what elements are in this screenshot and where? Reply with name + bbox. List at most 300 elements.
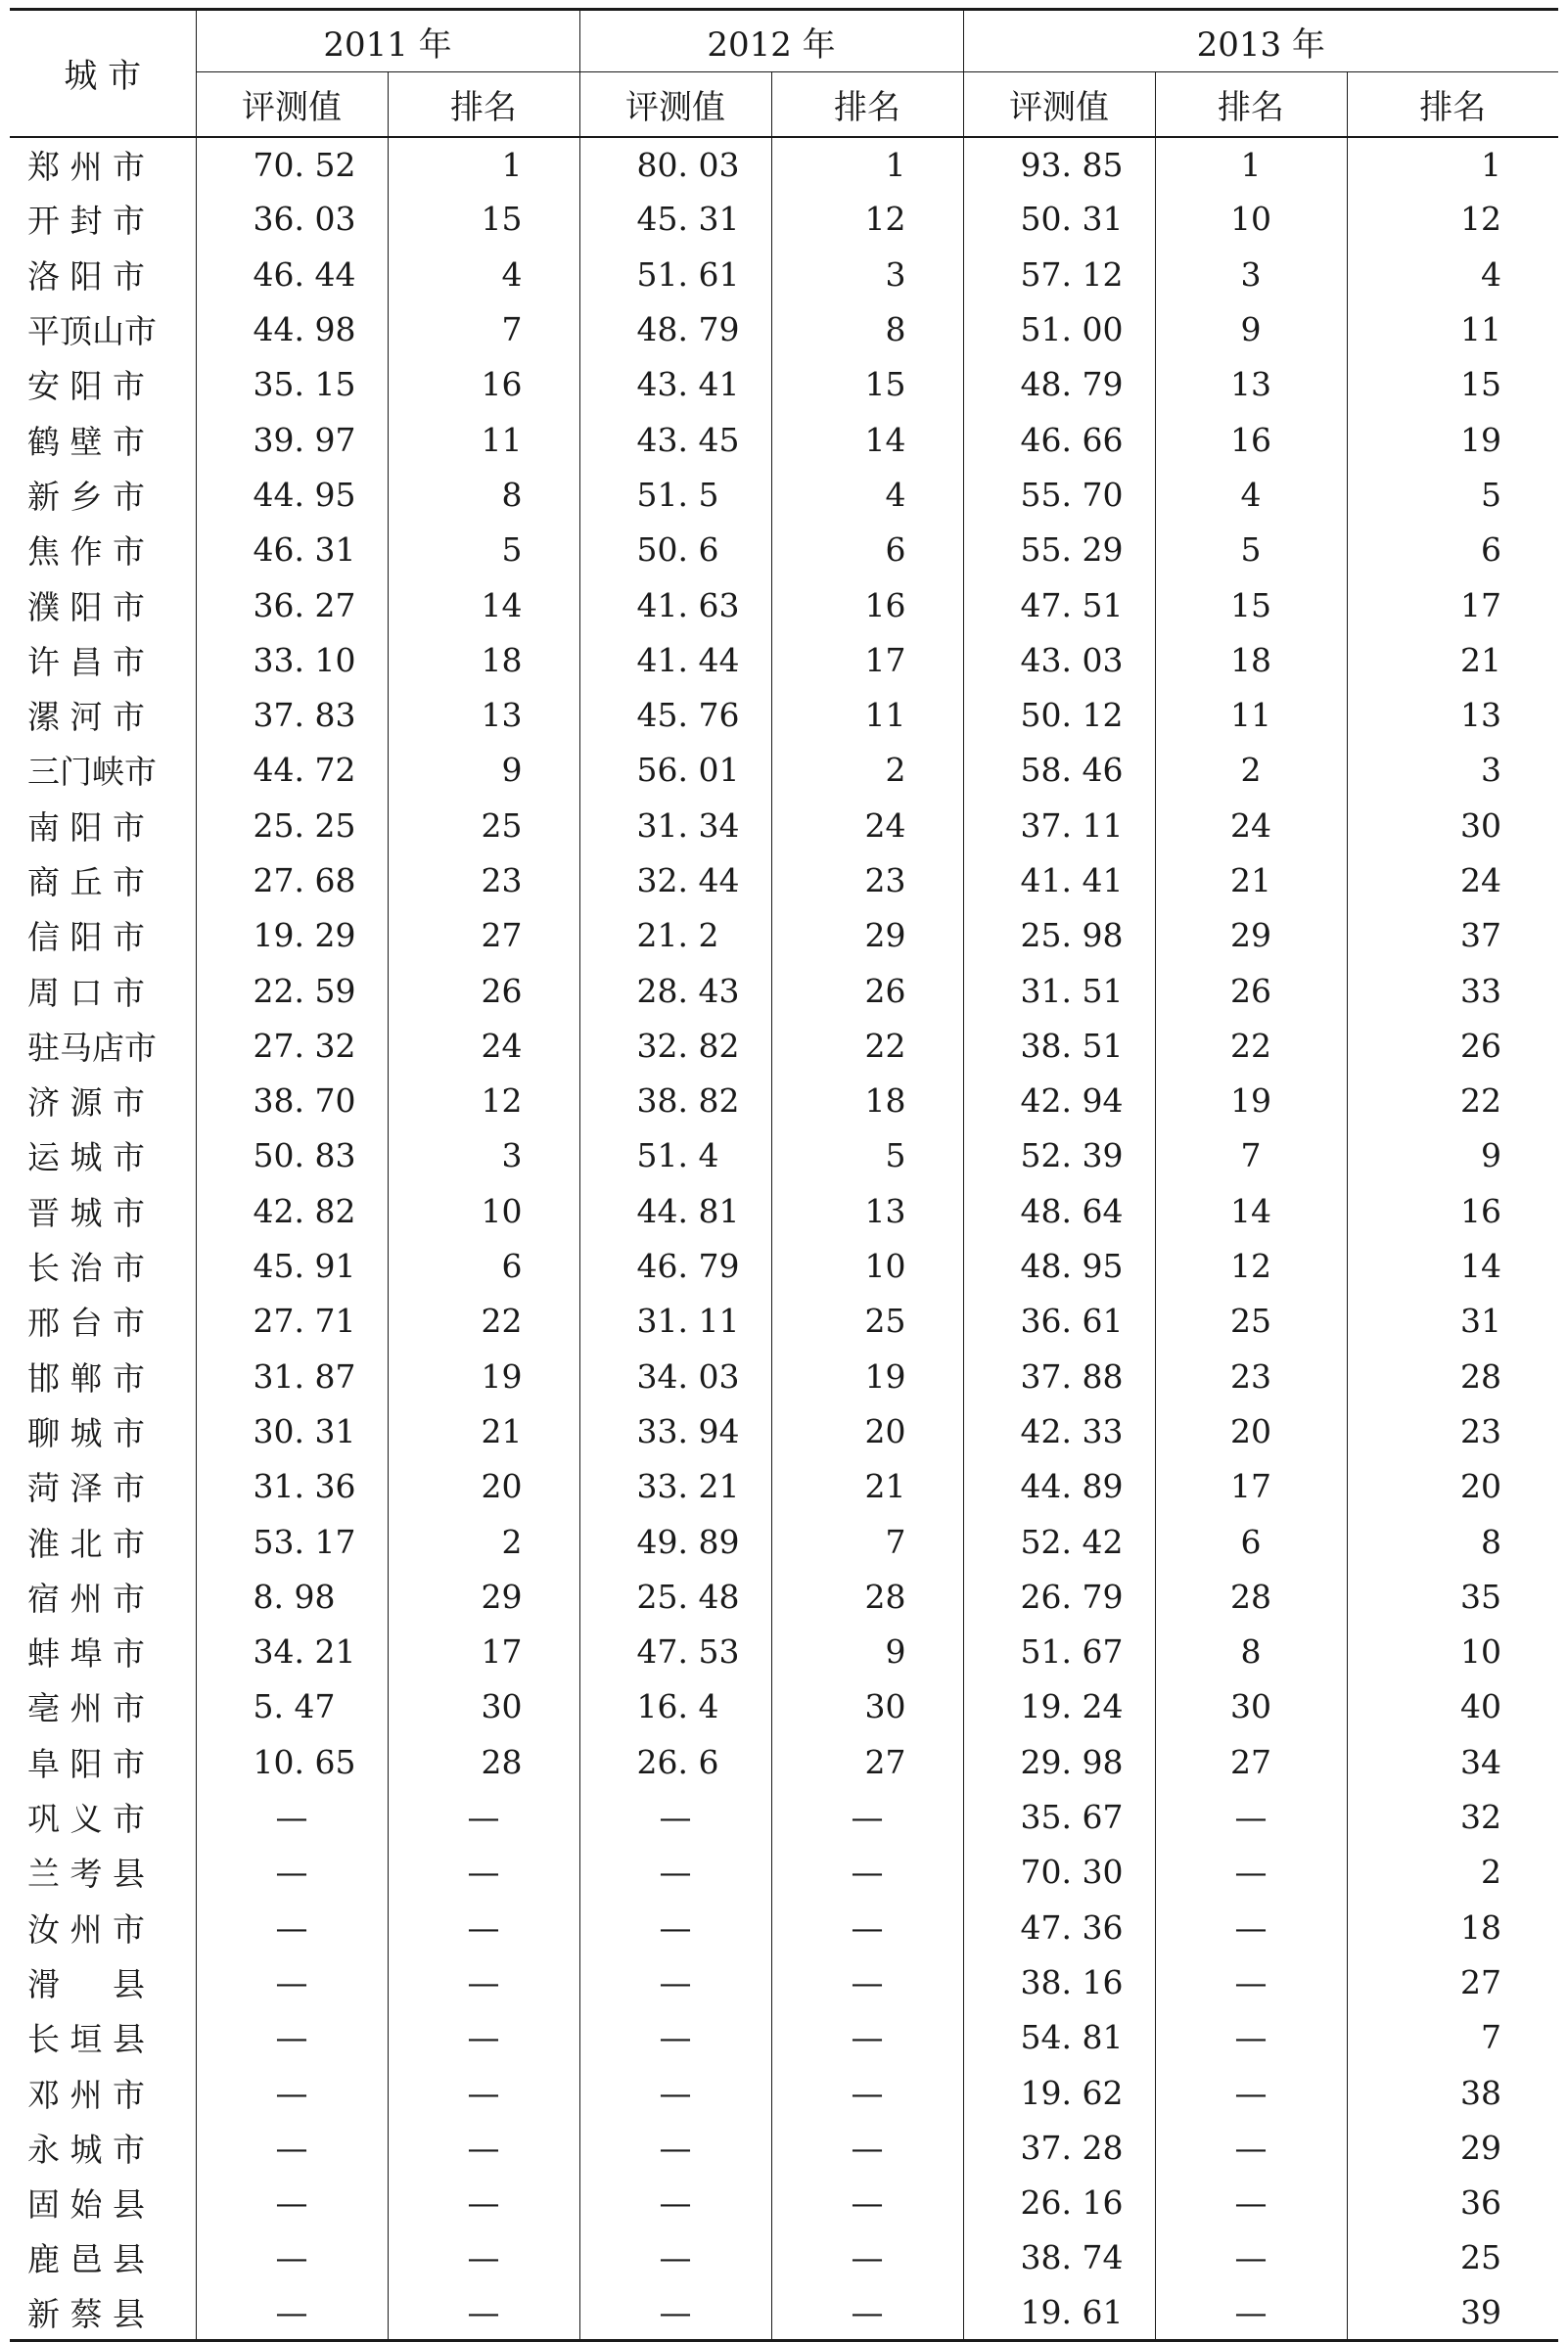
empty-value-cell: —: [579, 2010, 771, 2065]
empty-value-cell: —: [1155, 2120, 1347, 2175]
table-row: [10, 2175, 1558, 2229]
sub-header-rank: 排名: [1155, 72, 1347, 137]
empty-value-cell: —: [771, 2120, 963, 2175]
empty-value-cell: —: [196, 1954, 388, 2009]
empty-value-cell: —: [388, 1900, 579, 1954]
rank-cell: 16: [388, 357, 579, 412]
rank-cell: 21: [1155, 852, 1347, 907]
empty-value-cell: —: [1155, 2230, 1347, 2285]
score-cell: 39. 97: [196, 412, 388, 467]
city-name-cell: 鹿 邑 县: [27, 2240, 145, 2279]
score-cell: 43. 45: [579, 412, 771, 467]
score-cell: 50. 12: [963, 687, 1155, 742]
score-cell: 31. 36: [196, 1459, 388, 1514]
rank-cell: 24: [771, 798, 963, 852]
score-cell: 8. 98: [196, 1569, 388, 1624]
year-header-2013: 2013 年: [963, 10, 1558, 72]
table-row: [10, 1128, 1558, 1183]
rank-cell: 4: [1155, 467, 1347, 522]
score-cell: 42. 82: [196, 1183, 388, 1238]
score-cell: 48. 79: [963, 357, 1155, 412]
empty-value-cell: —: [771, 2285, 963, 2340]
rank-cell: 12: [1155, 1238, 1347, 1293]
rank-cell: 15: [1155, 577, 1347, 632]
score-cell: 32. 82: [579, 1018, 771, 1073]
sub-header-rank: 排名: [771, 72, 963, 137]
empty-value-cell: —: [1155, 1845, 1347, 1900]
empty-value-cell: —: [196, 2065, 388, 2120]
empty-value-cell: —: [579, 1954, 771, 2009]
rank-cell: 5: [1347, 467, 1558, 522]
score-cell: 33. 21: [579, 1459, 771, 1514]
table-row: [10, 1625, 1558, 1679]
rank-cell: 1: [1347, 137, 1558, 192]
table-row: [10, 412, 1558, 467]
rank-cell: 29: [1155, 908, 1347, 963]
rank-cell: 18: [1347, 1900, 1558, 1954]
rank-cell: 12: [388, 1074, 579, 1128]
city-name-cell: 巩 义 市: [27, 1800, 145, 1839]
rank-cell: 10: [1155, 192, 1347, 247]
city-name-cell: 开 封 市: [27, 202, 145, 241]
score-cell: 47. 36: [963, 1900, 1155, 1954]
rank-cell: 8: [1155, 1625, 1347, 1679]
rank-cell: 40: [1347, 1679, 1558, 1734]
rank-cell: 18: [771, 1074, 963, 1128]
rank-cell: 20: [1155, 1403, 1347, 1458]
rank-cell: 9: [771, 1625, 963, 1679]
table-row: [10, 2230, 1558, 2285]
city-name-cell: 邓 州 市: [27, 2075, 145, 2114]
score-cell: 52. 39: [963, 1128, 1155, 1183]
score-cell: 32. 44: [579, 852, 771, 907]
score-cell: 19. 62: [963, 2065, 1155, 2120]
empty-value-cell: —: [579, 1845, 771, 1900]
rank-cell: 36: [1347, 2175, 1558, 2229]
rank-cell: 26: [771, 963, 963, 1018]
rank-cell: 26: [1347, 1018, 1558, 1073]
rank-cell: 23: [1155, 1349, 1347, 1403]
table-row: [10, 523, 1558, 577]
rank-cell: 25: [1347, 2230, 1558, 2285]
score-cell: 37. 11: [963, 798, 1155, 852]
city-name-cell: 菏 泽 市: [27, 1469, 145, 1508]
rank-cell: 17: [1155, 1459, 1347, 1514]
rank-cell: 34: [1347, 1734, 1558, 1789]
rank-cell: 30: [1347, 798, 1558, 852]
score-cell: 34. 21: [196, 1625, 388, 1679]
rank-cell: 37: [1347, 908, 1558, 963]
empty-value-cell: —: [579, 2230, 771, 2285]
rank-cell: 14: [1347, 1238, 1558, 1293]
table-row: [10, 2010, 1558, 2065]
score-cell: 33. 94: [579, 1403, 771, 1458]
rank-cell: 30: [771, 1679, 963, 1734]
table-row: [10, 2120, 1558, 2175]
empty-value-cell: —: [1155, 2010, 1347, 2065]
empty-value-cell: —: [1155, 2175, 1347, 2229]
rank-cell: 28: [388, 1734, 579, 1789]
rank-cell: 27: [1155, 1734, 1347, 1789]
empty-value-cell: —: [579, 2065, 771, 2120]
city-name-cell: 焦 作 市: [27, 532, 145, 572]
score-cell: 41. 41: [963, 852, 1155, 907]
score-cell: 31. 34: [579, 798, 771, 852]
score-cell: 48. 79: [579, 301, 771, 356]
score-cell: 43. 41: [579, 357, 771, 412]
score-cell: 29. 98: [963, 1734, 1155, 1789]
empty-value-cell: —: [579, 2175, 771, 2229]
score-cell: 37. 83: [196, 687, 388, 742]
score-cell: 50. 6: [579, 523, 771, 577]
rank-cell: 9: [1347, 1128, 1558, 1183]
table-row: [10, 1349, 1558, 1403]
rank-cell: 18: [1155, 632, 1347, 687]
score-cell: 19. 24: [963, 1679, 1155, 1734]
score-cell: 10. 65: [196, 1734, 388, 1789]
rank-cell: 12: [1347, 192, 1558, 247]
rank-cell: 33: [1347, 963, 1558, 1018]
rank-cell: 29: [1347, 2120, 1558, 2175]
rank-cell: 16: [1347, 1183, 1558, 1238]
score-cell: 42. 33: [963, 1403, 1155, 1458]
rank-cell: 23: [1347, 1403, 1558, 1458]
table-row: [10, 1238, 1558, 1293]
city-name-cell: 邯 郸 市: [27, 1358, 145, 1398]
rank-cell: 6: [1155, 1514, 1347, 1569]
score-cell: 48. 95: [963, 1238, 1155, 1293]
sub-header-rank: 排名: [388, 72, 579, 137]
rank-cell: 11: [771, 687, 963, 742]
city-name-cell: 郑 州 市: [27, 147, 145, 186]
rank-cell: 4: [1347, 247, 1558, 301]
rank-cell: 10: [1347, 1625, 1558, 1679]
rank-cell: 5: [1155, 523, 1347, 577]
rank-cell: 11: [388, 412, 579, 467]
empty-value-cell: —: [196, 2120, 388, 2175]
rank-cell: 15: [771, 357, 963, 412]
rank-cell: 2: [1347, 1845, 1558, 1900]
rank-cell: 2: [1155, 743, 1347, 798]
empty-value-cell: —: [1155, 1900, 1347, 1954]
city-name-cell: 新 蔡 县: [10, 2285, 196, 2340]
empty-value-cell: —: [388, 2065, 579, 2120]
rank-cell: 19: [1347, 412, 1558, 467]
rank-cell: 22: [1155, 1018, 1347, 1073]
city-name-cell: 聊 城 市: [27, 1413, 145, 1452]
empty-value-cell: —: [579, 1789, 771, 1844]
rank-cell: 3: [771, 247, 963, 301]
city-name-cell: 淮 北 市: [27, 1524, 145, 1563]
empty-value-cell: —: [196, 2285, 388, 2340]
score-cell: 27. 32: [196, 1018, 388, 1073]
score-cell: 44. 72: [196, 743, 388, 798]
table-row: [10, 577, 1558, 632]
table-row: [10, 357, 1558, 412]
table-row: [10, 1734, 1558, 1789]
score-cell: 51. 5: [579, 467, 771, 522]
city-name-cell: 濮 阳 市: [27, 587, 145, 626]
city-name-cell: 滑 县: [27, 1964, 145, 2003]
city-name-cell: 兰 考 县: [27, 1855, 145, 1894]
rank-cell: 2: [388, 1514, 579, 1569]
score-cell: 70. 52: [196, 137, 388, 192]
table-row: [10, 301, 1558, 356]
rank-cell: 6: [1347, 523, 1558, 577]
score-cell: 47. 51: [963, 577, 1155, 632]
ranking-table-container: [10, 8, 1558, 2342]
table-row: [10, 908, 1558, 963]
empty-value-cell: —: [771, 1900, 963, 1954]
score-cell: 19. 61: [963, 2285, 1155, 2340]
year-header-2012: 2012 年: [579, 10, 963, 72]
empty-value-cell: —: [771, 2230, 963, 2285]
city-name-cell: 亳 州 市: [27, 1689, 145, 1728]
rank-cell: 21: [388, 1403, 579, 1458]
score-cell: 36. 27: [196, 577, 388, 632]
table-row: [10, 137, 1558, 192]
empty-value-cell: —: [1155, 1954, 1347, 2009]
score-cell: 26. 79: [963, 1569, 1155, 1624]
rank-cell: 2: [771, 743, 963, 798]
city-name-cell: 蚌 埠 市: [27, 1634, 145, 1674]
rank-cell: 27: [771, 1734, 963, 1789]
score-cell: 51. 61: [579, 247, 771, 301]
rank-cell: 11: [1155, 687, 1347, 742]
score-cell: 36. 03: [196, 192, 388, 247]
rank-cell: 22: [388, 1294, 579, 1349]
city-name-cell: 周 口 市: [27, 973, 145, 1012]
rank-cell: 1: [771, 137, 963, 192]
rank-cell: 38: [1347, 2065, 1558, 2120]
empty-value-cell: —: [771, 2065, 963, 2120]
score-cell: 5. 47: [196, 1679, 388, 1734]
score-cell: 22. 59: [196, 963, 388, 1018]
table-row: [10, 467, 1558, 522]
sub-header-rank: 排名: [1347, 72, 1558, 137]
city-name-cell: 许 昌 市: [27, 642, 145, 681]
score-cell: 46. 79: [579, 1238, 771, 1293]
score-cell: 27. 68: [196, 852, 388, 907]
score-cell: 45. 91: [196, 1238, 388, 1293]
city-name-cell: 驻马店市: [27, 1028, 157, 1067]
sub-header-score: 评测值: [963, 72, 1155, 137]
score-cell: 38. 70: [196, 1074, 388, 1128]
score-cell: 38. 74: [963, 2230, 1155, 2285]
table-row: [10, 2065, 1558, 2120]
rank-cell: 22: [771, 1018, 963, 1073]
table-row: [10, 1074, 1558, 1128]
table-row: [10, 1569, 1558, 1624]
city-name-cell: 阜 阳 市: [27, 1744, 145, 1783]
score-cell: 27. 71: [196, 1294, 388, 1349]
rank-cell: 13: [388, 687, 579, 742]
empty-value-cell: —: [196, 2175, 388, 2229]
empty-value-cell: —: [579, 1900, 771, 1954]
table-row: [10, 1954, 1558, 2009]
empty-value-cell: —: [1155, 2285, 1347, 2340]
empty-value-cell: —: [388, 2285, 579, 2340]
city-name-cell: 邢 台 市: [27, 1304, 145, 1343]
rank-cell: 26: [388, 963, 579, 1018]
rank-cell: 3: [1347, 743, 1558, 798]
empty-value-cell: —: [388, 2175, 579, 2229]
rank-cell: 18: [388, 632, 579, 687]
empty-value-cell: —: [388, 1789, 579, 1844]
rank-cell: 13: [1347, 687, 1558, 742]
score-cell: 38. 51: [963, 1018, 1155, 1073]
rank-cell: 29: [771, 908, 963, 963]
sub-header-score: 评测值: [579, 72, 771, 137]
empty-value-cell: —: [196, 1900, 388, 1954]
table-row: [10, 798, 1558, 852]
rank-cell: 3: [388, 1128, 579, 1183]
empty-value-cell: —: [771, 2175, 963, 2229]
score-cell: 70. 30: [963, 1845, 1155, 1900]
sub-header-score: 评测值: [196, 72, 388, 137]
score-cell: 44. 95: [196, 467, 388, 522]
score-cell: 44. 89: [963, 1459, 1155, 1514]
rank-cell: 23: [388, 852, 579, 907]
score-cell: 50. 83: [196, 1128, 388, 1183]
score-cell: 31. 51: [963, 963, 1155, 1018]
score-cell: 51. 67: [963, 1625, 1155, 1679]
score-cell: 80. 03: [579, 137, 771, 192]
score-cell: 34. 03: [579, 1349, 771, 1403]
score-cell: 55. 29: [963, 523, 1155, 577]
empty-value-cell: —: [388, 2230, 579, 2285]
rank-cell: 28: [771, 1569, 963, 1624]
rank-cell: 35: [1347, 1569, 1558, 1624]
city-name-cell: 新 乡 市: [27, 477, 145, 516]
rank-cell: 8: [388, 467, 579, 522]
rank-cell: 28: [1155, 1569, 1347, 1624]
rank-cell: 32: [1347, 1789, 1558, 1844]
rank-cell: 19: [388, 1349, 579, 1403]
table-row: [10, 1459, 1558, 1514]
empty-value-cell: —: [388, 1845, 579, 1900]
score-cell: 31. 87: [196, 1349, 388, 1403]
rank-cell: 7: [771, 1514, 963, 1569]
table-row: [10, 1900, 1558, 1954]
table-row: [10, 1294, 1558, 1349]
score-cell: 36. 61: [963, 1294, 1155, 1349]
rank-cell: 25: [1155, 1294, 1347, 1349]
score-cell: 25. 25: [196, 798, 388, 852]
score-cell: 26. 16: [963, 2175, 1155, 2229]
empty-value-cell: —: [196, 1845, 388, 1900]
rank-cell: 24: [388, 1018, 579, 1073]
table-row: [10, 1845, 1558, 1900]
rank-cell: 24: [1155, 798, 1347, 852]
table-row: [10, 1679, 1558, 1734]
rank-cell: 17: [771, 632, 963, 687]
table-row: [10, 192, 1558, 247]
score-cell: 46. 31: [196, 523, 388, 577]
score-cell: 25. 98: [963, 908, 1155, 963]
city-name-cell: 长 治 市: [27, 1249, 145, 1288]
city-name-cell: 平顶山市: [27, 312, 157, 351]
rank-cell: 30: [1155, 1679, 1347, 1734]
rank-cell: 20: [1347, 1459, 1558, 1514]
rank-cell: 30: [388, 1679, 579, 1734]
empty-value-cell: —: [771, 2010, 963, 2065]
table-row: [10, 1514, 1558, 1569]
rank-cell: 21: [1347, 632, 1558, 687]
rank-cell: 4: [388, 247, 579, 301]
table-row: [10, 1403, 1558, 1458]
rank-cell: 16: [771, 577, 963, 632]
score-cell: 28. 43: [579, 963, 771, 1018]
rank-cell: 20: [388, 1459, 579, 1514]
table-row: [10, 743, 1558, 798]
empty-value-cell: —: [196, 2010, 388, 2065]
rank-cell: 14: [771, 412, 963, 467]
rank-cell: 7: [1155, 1128, 1347, 1183]
city-name-cell: 洛 阳 市: [27, 256, 145, 296]
score-cell: 25. 48: [579, 1569, 771, 1624]
rank-cell: 27: [388, 908, 579, 963]
score-cell: 37. 28: [963, 2120, 1155, 2175]
empty-value-cell: —: [771, 1954, 963, 2009]
score-cell: 56. 01: [579, 743, 771, 798]
rank-cell: 10: [771, 1238, 963, 1293]
score-cell: 51. 4: [579, 1128, 771, 1183]
rank-cell: 7: [388, 301, 579, 356]
rank-cell: 28: [1347, 1349, 1558, 1403]
score-cell: 21. 2: [579, 908, 771, 963]
score-cell: 46. 66: [963, 412, 1155, 467]
score-cell: 42. 94: [963, 1074, 1155, 1128]
table-body: [10, 137, 1558, 2341]
year-header-2011: 2011 年: [196, 10, 579, 72]
empty-value-cell: —: [1155, 2065, 1347, 2120]
table-row: [10, 852, 1558, 907]
rank-cell: 12: [771, 192, 963, 247]
rank-cell: 8: [1347, 1514, 1558, 1569]
rank-cell: 15: [388, 192, 579, 247]
empty-value-cell: —: [579, 2285, 771, 2340]
rank-cell: 22: [1347, 1074, 1558, 1128]
empty-value-cell: —: [388, 1954, 579, 2009]
rank-cell: 5: [388, 523, 579, 577]
rank-cell: 6: [771, 523, 963, 577]
rank-cell: 19: [771, 1349, 963, 1403]
table-row: [10, 687, 1558, 742]
score-cell: 41. 63: [579, 577, 771, 632]
empty-value-cell: —: [388, 2010, 579, 2065]
score-cell: 38. 82: [579, 1074, 771, 1128]
score-cell: 16. 4: [579, 1679, 771, 1734]
city-name-cell: 运 城 市: [27, 1138, 145, 1177]
score-cell: 33. 10: [196, 632, 388, 687]
table-row: [10, 1183, 1558, 1238]
score-cell: 52. 42: [963, 1514, 1155, 1569]
city-name-cell: 永 城 市: [27, 2130, 145, 2169]
score-cell: 47. 53: [579, 1625, 771, 1679]
score-cell: 44. 98: [196, 301, 388, 356]
rank-cell: 26: [1155, 963, 1347, 1018]
rank-cell: 3: [1155, 247, 1347, 301]
city-name-cell: 济 源 市: [27, 1083, 145, 1123]
score-cell: 57. 12: [963, 247, 1155, 301]
empty-value-cell: —: [771, 1789, 963, 1844]
rank-cell: 19: [1155, 1074, 1347, 1128]
table-row: [10, 1018, 1558, 1073]
rank-cell: 24: [1347, 852, 1558, 907]
score-cell: 58. 46: [963, 743, 1155, 798]
rank-cell: 25: [771, 1294, 963, 1349]
